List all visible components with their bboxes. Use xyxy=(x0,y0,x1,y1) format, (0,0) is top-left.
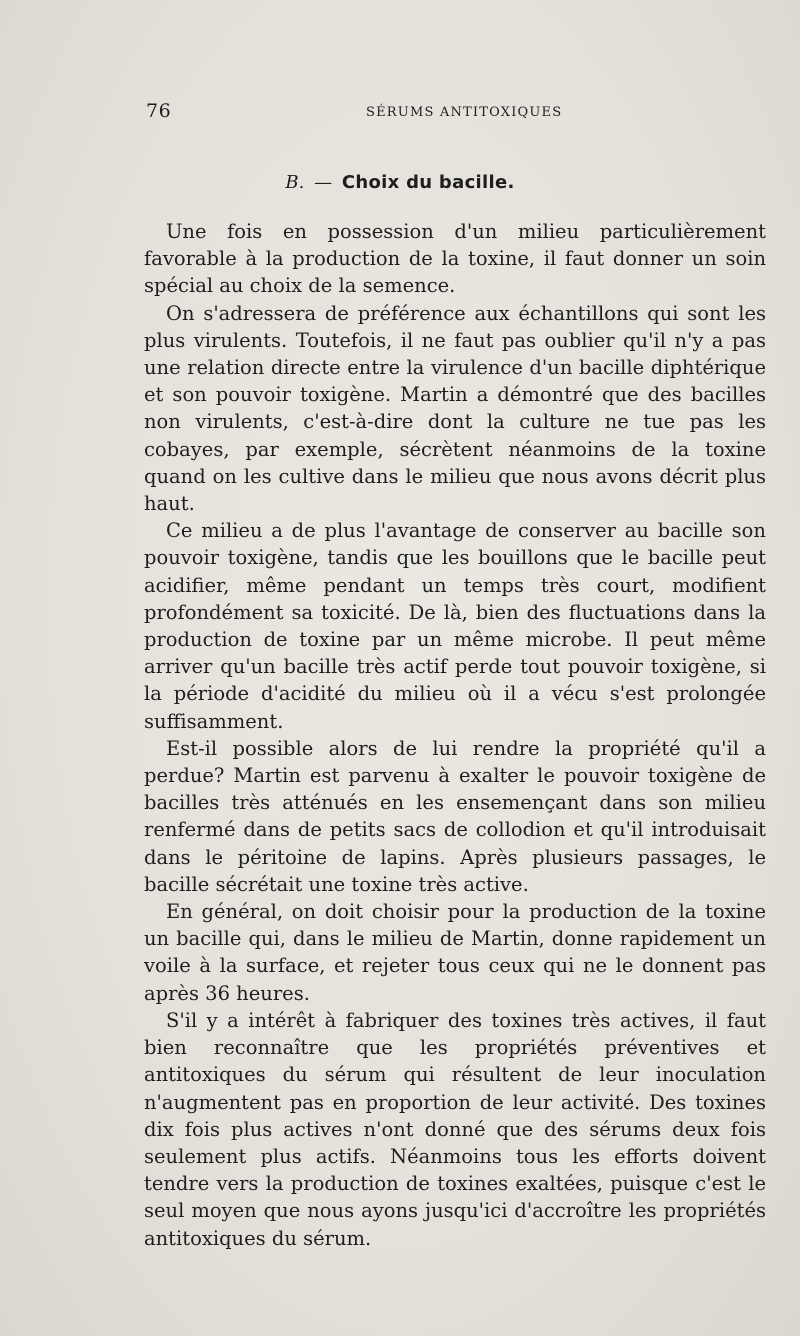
paragraph: On s'adressera de préférence aux échantillons qui sont les plus virulents. Toutefois, il ne faut pas oublier qu'il n'y a pas une relation directe entre la virulence d'un bacille diphtérique et son pouvoir toxigène. Martin a démontré que des bacilles non virulents, c'est-à-dire dont la culture ne tue pas les cobayes, par exemple, sécrètent néanmoins de la toxine quand on les cultive dans le milieu que nous avons décrit plus haut. xyxy=(144,301,766,516)
section-dash: — xyxy=(314,172,333,193)
section-letter: B. xyxy=(285,172,305,193)
running-head: SÉRUMS ANTITOXIQUES xyxy=(366,105,563,120)
page-header xyxy=(146,100,766,130)
paragraph: S'il y a intérêt à fabriquer des toxines très actives, il faut bien reconnaître que les propriétés préventives et antitoxiques du sérum qui résultent de leur inoculation n'augmentent pas en proportion de leur activité. Des toxines dix fois plus actives n'ont donné que des sérums deux fois seulement plus actifs. Néanmoins tous les efforts doivent tendre vers la production de toxines exaltées, puisque c'est le seul moyen que nous ayons jusqu'ici d'accroître les propriétés antitoxiques du sérum. xyxy=(144,1008,766,1250)
section-heading xyxy=(0,172,800,193)
paragraph: Ce milieu a de plus l'avantage de conserver au bacille son pouvoir toxigène, tandis que les bouillons que le bacille peut acidifier, même pendant un temps très court, modifient profondément sa toxicité. De là, bien des fluctuations dans la production de toxine par un même microbe. Il peut même arriver qu'un bacille très actif perde tout pouvoir toxigène, si la période d'acidité du milieu où il a vécu s'est prolongée suffisamment. xyxy=(144,519,766,733)
paragraph: Est-il possible alors de lui rendre la propriété qu'il a perdue? Martin est parvenu à exalter le pouvoir toxigène de bacilles très atténués en les ensemençant dans son milieu renfermé dans de petits sacs de collodion et qu'il introduisait dans le péritoine de lapins. Après plusieurs passages, le bacille sécrétait une toxine très active. xyxy=(144,736,766,896)
page-number: 76 xyxy=(146,100,172,122)
section-title: Choix du bacille. xyxy=(341,172,515,193)
body-text xyxy=(144,218,766,1252)
paragraph: Une fois en possession d'un milieu particulièrement favorable à la production de la toxine, il faut donner un soin spécial au choix de la semence. xyxy=(144,220,766,298)
paragraph: En général, on doit choisir pour la production de la toxine un bacille qui, dans le milieu de Martin, donne rapidement un voile à la surface, et rejeter tous ceux qui ne le donnent pas après 36 heures. xyxy=(144,900,766,1005)
